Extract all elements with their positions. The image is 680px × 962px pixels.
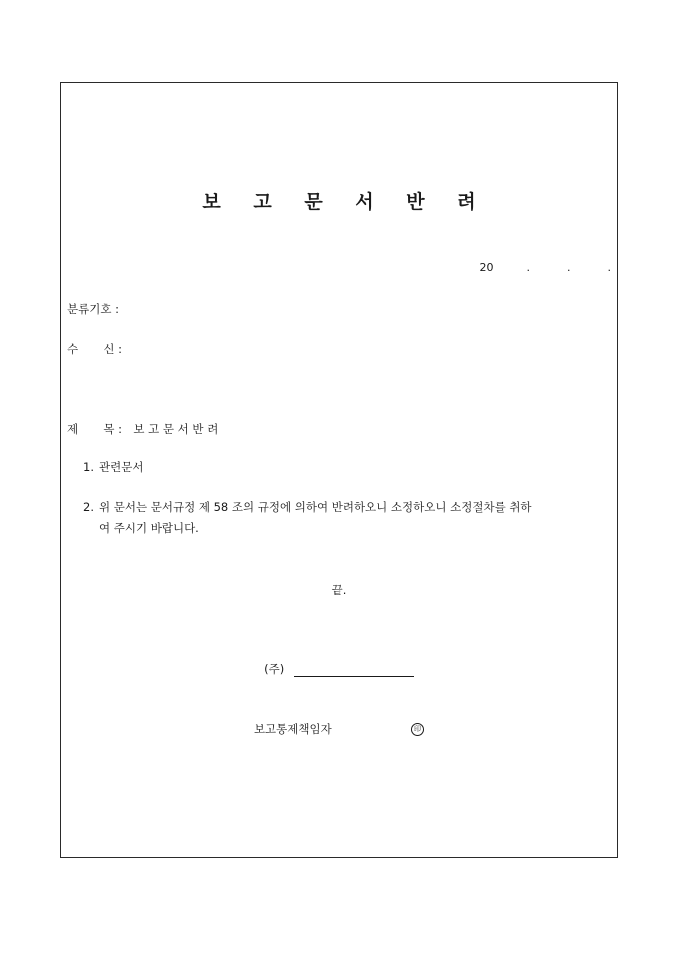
item-1-text: 관련문서 — [99, 460, 144, 474]
company-name-blank — [294, 662, 414, 677]
recipient-label-a: 수 — [67, 342, 79, 356]
subject-label-b: 목 : — [103, 422, 123, 436]
date-dot-day: . — [607, 261, 611, 274]
seal-mark: 印 — [411, 723, 424, 736]
item-2-number: 2. — [83, 500, 94, 514]
recipient-label-b: 신 : — [103, 342, 123, 356]
date-dot-month: . — [567, 261, 571, 274]
item-1-number: 1. — [83, 460, 94, 474]
item-2 — [83, 497, 613, 539]
document-frame — [60, 82, 618, 858]
item-1 — [83, 457, 613, 478]
company-label: (주) — [264, 662, 285, 676]
subject-row — [67, 421, 218, 437]
signer-label: 보고통제책임자 — [253, 722, 332, 736]
date-dot-year: . — [526, 261, 530, 274]
subject-value: 보 고 문 서 반 려 — [133, 422, 219, 436]
signer-line — [61, 721, 617, 737]
item-2-continuation: 여 주시기 바랍니다. — [99, 521, 199, 535]
item-2-text: 위 문서는 문서규정 제 58 조의 규정에 의하여 반려하오니 소정하오니 소정절차를 취하 — [99, 500, 532, 514]
document-title: 보 고 문 서 반 려 — [202, 191, 489, 213]
recipient-row — [67, 341, 122, 357]
date-year: 20 — [479, 261, 494, 274]
end-mark: 끝. — [331, 583, 347, 597]
company-line — [61, 661, 617, 677]
subject-label-a: 제 — [67, 422, 79, 436]
classification-row — [67, 301, 119, 317]
date-line — [480, 261, 612, 274]
classification-label: 분류기호 : — [67, 302, 119, 316]
